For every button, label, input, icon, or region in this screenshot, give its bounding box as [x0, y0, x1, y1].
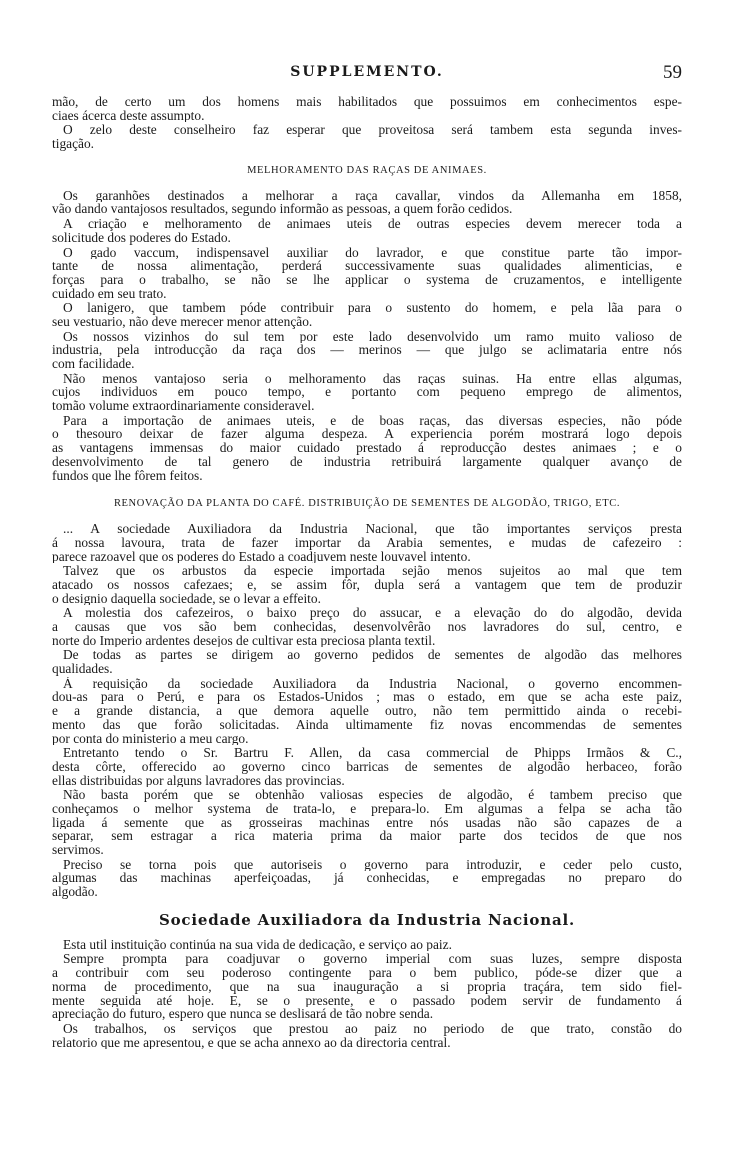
section-heading: MELHORAMENTO DAS RAÇAS DE ANIMAES.: [247, 164, 487, 176]
paragraph: [52, 788, 682, 856]
paragraph: [52, 858, 682, 899]
text-line: O zelo deste conselheiro faz esperar que proveitosa será tambem esta segunda inves-: [63, 123, 682, 138]
text-line: relatorio que me apresentou, e que se acha annexo ao da directoria central.: [52, 1035, 451, 1050]
text-line: cujos individuos em pouco tempo, e portanto com pequeno emprego de alimentos,: [52, 385, 682, 400]
text-line: conheçamos o melhor systema de trata-lo, e prepara-lo. Em algumas a felpa se acha tão: [52, 801, 682, 816]
text-line: com facilidade.: [52, 357, 135, 371]
text-line: Á requisição da sociedade Auxiliadora da Industria Nacional, o governo encommen-: [63, 676, 682, 691]
paragraph: [52, 1022, 682, 1049]
text-line: norte do Imperio ardentes desejos de cultivar esta preciosa planta textil.: [52, 633, 436, 648]
text-line: Não menos vantajoso seria o melhoramento das raças suinas. Ha entre ellas algumas,: [63, 371, 682, 386]
body-text: [52, 95, 682, 1050]
text-line: dou-as para o Perú, e para os Estados-Unidos ; mas o estado, em que se acha este paiz,: [52, 690, 682, 705]
paragraph: [52, 330, 682, 371]
section-heading: RENOVAÇÃO DA PLANTA DO CAFÉ. DISTRIBUIÇÃO DE SEMENTES DE ALGODÃO, TRIGO, ETC.: [113, 498, 621, 510]
text-line: ciaes ácerca deste assumpto.: [52, 108, 205, 123]
text-line: mento das que forão solicitadas. Ainda ultimamente fiz novas encommendas de sementes: [52, 717, 682, 732]
paragraph: [52, 414, 682, 482]
text-line: Não basta porém que se obtenhão valiosas especies de algodão, é tambem preciso que: [63, 788, 682, 802]
text-line: algodão.: [52, 885, 98, 899]
paragraph: [52, 189, 682, 216]
text-line: Os nossos vizinhos do sul tem por este lado desenvolvido um ramo muito valioso de: [63, 329, 682, 344]
text-line: mão, de certo um dos homens mais habilitados que possuimos em conhecimentos espe-: [52, 95, 682, 109]
text-line: forças para o trabalho, se não se lhe applicar o systema de cruzamentos, e intelligente: [52, 272, 682, 287]
text-line: O gado vaccum, indispensavel auxiliar do lavrador, e que constitue parte tão impor-: [63, 245, 682, 260]
section-title: Sociedade Auxiliadora da Industria Nacional.: [159, 910, 575, 929]
paragraph: [52, 246, 682, 301]
paragraph: [52, 606, 682, 647]
text-line: norma de procedimento, que na sua inauguração a si propria traçára, tem sido fiel-: [52, 979, 682, 994]
paragraph: [52, 372, 682, 413]
text-line: desenvolvimento de tal genero de industria retribuirá largamente qualquer avanço de: [52, 454, 682, 469]
text-line: seu vestuario, não deve merecer menor attenção.: [52, 314, 313, 329]
text-line: a causas que vos são bem conhecidas, desenvolvêrão nos lavradores do sul, centro, e: [52, 620, 682, 634]
page-number: 59: [663, 62, 682, 83]
text-line: industria, pela introducção da raça dos — merinos — que julgo se aclimataria entre nós: [52, 343, 682, 357]
text-line: ellas distribuidas por alguns lavradores das provincias.: [52, 773, 345, 788]
text-line: por conta do ministerio a meu cargo.: [52, 731, 249, 746]
text-line: Talvez que os arbustos da especie importada sejão menos sujeitos ao mal que tem: [63, 564, 682, 578]
page-header: [52, 62, 682, 84]
text-line: vão dando vantajosos resultados, segundo informão as pessoas, a quem forão cedidos.: [52, 202, 513, 217]
paragraph: [52, 217, 682, 244]
text-line: cuidado em seu trato.: [52, 286, 167, 301]
text-line: separar, sem estragar a rica materia prima da maior parte dos tecidos de que nos: [52, 829, 682, 843]
text-line: Preciso se torna pois que autoriseis o governo para introduzir, e ceder pelo custo,: [63, 857, 682, 872]
text-line: Os trabalhos, os serviços que prestou ao paiz no periodo de que trato, constão do: [63, 1021, 682, 1036]
text-line: Entretanto tendo o Sr. Bartru F. Allen, da casa commercial de Phipps Irmãos & C.,: [63, 746, 682, 760]
text-line: apreciação do futuro, espero que nunca se deslisará de tão nobre senda.: [52, 1007, 434, 1021]
text-line: qualidades.: [52, 662, 113, 676]
paragraph: [52, 564, 682, 605]
text-line: ligada á semente que as grosseiras machinas entre nós usadas não são capazes de a: [52, 815, 682, 830]
text-line: Sempre prompta para coadjuvar o governo imperial com suas luzes, sempre disposta: [63, 952, 682, 967]
text-line: desta côrte, offerecido ao governo cinco barricas de sementes de algodão herbaceo, forão: [52, 759, 682, 774]
paragraph: [52, 522, 682, 563]
text-line: fundos que lhe fôrem feitos.: [52, 468, 203, 483]
running-title: SUPPLEMENTO.: [290, 64, 444, 80]
text-line: O lanigero, que tambem póde contribuir para o sustento do homem, e pela lãa para o: [63, 301, 682, 315]
text-line: atacado os nossos cafezaes; e, se assim fôr, dupla será a vantagem que tem de produzir: [52, 577, 682, 592]
text-line: á nossa lavoura, trata de fazer importar da Arabia sementes, e mudas de cafezeiro :: [52, 535, 682, 550]
text-line: parece razoavel que os poderes do Estado a coadjuvem neste louvavel intento.: [52, 549, 471, 564]
text-line: De todas as partes se dirigem ao governo pedidos de sementes de algodão das melhores: [63, 648, 682, 663]
text-line: algumas das machinas aperfeiçoadas, já conhecidas, e empregadas no preparo do: [52, 871, 682, 886]
paragraph: [52, 938, 682, 952]
text-line: tomão volume extraordinariamente consideravel.: [52, 399, 315, 413]
text-line: a contribuir com seu poderoso contingente para o bem publico, póde-se dizer que a: [52, 966, 682, 980]
text-line: Esta util instituição continúa na sua vida de dedicação, e serviço ao paiz.: [63, 937, 452, 952]
text-line: tigação.: [52, 137, 95, 151]
text-line: e a grande distancia, a que demora aquelle outro, não tem permittido ainda o recebi-: [52, 704, 682, 718]
paragraph: [52, 95, 682, 122]
text-line: o thesouro deixar de fazer alguma despeza. A experiencia porém mostrará logo depois: [52, 427, 682, 442]
paragraph: [52, 677, 682, 745]
text-line: tante de nossa alimentação, perderá successivamente suas qualidades alimenticias, e: [52, 259, 682, 273]
text-line: o designio daquella sociedade, se o levar a effeito.: [52, 591, 321, 606]
text-line: servimos.: [52, 843, 104, 857]
text-line: solicitude dos poderes do Estado.: [52, 230, 231, 245]
text-line: as vantagens immensas do maior cuidado prestado á reproducção destes animaes ; e o: [52, 441, 682, 455]
paragraph: [52, 746, 682, 787]
text-line: Para a importação de animaes uteis, e de boas raças, das diversas especies, não póde: [63, 413, 682, 428]
text-line: A criação e melhoramento de animaes uteis de outras especies devem merecer toda a: [63, 217, 682, 231]
text-line: A molestia dos cafezeiros, o baixo preço do assucar, e a elevação do do algodão, devida: [63, 606, 682, 620]
paragraph: [52, 952, 682, 1020]
text-line: Os garanhões destinados a melhorar a raça cavallar, vindos da Allemanha em 1858,: [63, 188, 682, 203]
text-line: ... A sociedade Auxiliadora da Industria Nacional, que tão importantes serviços presta: [63, 522, 682, 536]
text-line: mente seguida até hoje. E, se o presente, e o passado podem servir de fundamento á: [52, 993, 682, 1008]
paragraph: [52, 301, 682, 328]
paragraph: [52, 648, 682, 675]
paragraph: [52, 123, 682, 150]
